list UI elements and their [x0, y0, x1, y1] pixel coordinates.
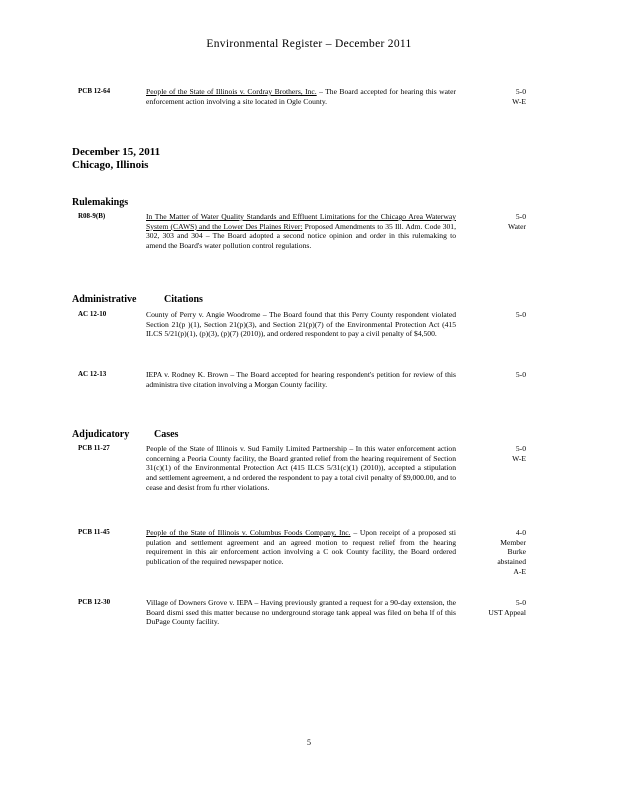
vote-result: 5-0 [515, 370, 526, 379]
case-summary: Proposed Amendments to 35 Ill. Adm. Code 301, 302, 303 and 304 – The Board adopted a second notice opinion and order in this rulemaking to amend the Board's water pollution control regulations. [146, 221, 456, 251]
docket-number: AC 12-13 [78, 370, 107, 378]
entry-description [146, 212, 456, 251]
entry-description [146, 444, 456, 493]
vote-result: 5-0 W-E [512, 444, 526, 463]
docket-number: R08-9(B) [78, 212, 106, 220]
vote-result: 5-0 Water [508, 212, 526, 231]
entry-description [146, 528, 456, 567]
meeting-date: December 15, 2011 [72, 146, 161, 158]
section-heading-administrative-citations: Administrative Citations [72, 294, 203, 305]
case-summary: Village of Downers Grove v. IEPA – Having previously granted a request for a 90-day extension, the Board dismi ssed this matter because no underground storage tank appeal was filed on beha lf of this DuPage County facility. [146, 598, 456, 627]
vote-result: 5-0 [515, 310, 526, 319]
docket-number: PCB 11-27 [78, 444, 110, 452]
vote-result: 5-0 W-E [512, 87, 526, 106]
vote-result: 5-0 UST Appeal [488, 598, 526, 617]
page-number: 5 [307, 738, 311, 747]
section-heading-adjudicatory-cases: Adjudicatory Cases [72, 429, 179, 440]
case-summary: – Upon receipt of a proposed sti pulation and settlement agreement and an agreed motion to request relief from the hearing requirement in this air enforcement action involving a C ook County facility, the Board ordered publication of the required newspaper notice. [146, 528, 456, 567]
case-summary: County of Perry v. Angie Woodrome – The Board found that this Perry County respondent violated Section 21(p )(1), Section 21(p)(3), and Section 21(p)(7) of the Environmental Protection Act (415 ILCS 5/21(p)(1), (p)(3), (p)(7) (2010)), and ordered respondent to pay a civil penalty of $4,500. [146, 310, 456, 339]
case-summary: IEPA v. Rodney K. Brown – The Board accepted for hearing respondent's petition for review of this administra tive citation involving a Morgan County facility. [146, 370, 456, 389]
docket-number: PCB 11-45 [78, 528, 110, 536]
docket-number: AC 12-10 [78, 310, 107, 318]
page-header: Environmental Register – December 2011 [206, 38, 412, 50]
vote-result: 4-0 Member Burke abstained A-E [497, 528, 526, 576]
docket-number: PCB 12-64 [78, 87, 111, 95]
meeting-date-heading [72, 146, 160, 172]
entry-description [146, 87, 456, 106]
entry-description [146, 310, 456, 339]
case-title: People of the State of Illinois v. Cordray Brothers, Inc. [146, 87, 317, 96]
entry-description [146, 598, 456, 627]
case-summary: – The Board accepted for hearing this water enforcement action involving a site located in Ogle County. [146, 87, 456, 106]
case-summary: People of the State of Illinois v. Sud Family Limited Partnership – In this water enforcement action concerning a Peoria County facility, the Board granted relief from the hearing requirement of Section 31(c)(1) of the Environmental Protection Act (415 ILCS 5/31(c)(1) (2010)), accepted a stipulation and settlement agreement, a nd ordered the respondent to pay a total civil penalty of $9,000.00, and to cease and desist from fu rther violations. [146, 444, 456, 492]
section-heading-rulemakings: Rulemakings [72, 197, 129, 208]
case-title: People of the State of Illinois v. Columbus Foods Company, Inc. [146, 528, 351, 537]
docket-number: PCB 12-30 [78, 598, 111, 606]
entry-description [146, 370, 456, 389]
meeting-location: Chicago, Illinois [72, 159, 149, 171]
case-title: In The Matter of Water Quality Standards and Effluent Limitations for the Chicago Area Waterway System (CAWS) and the Lower Des Plaines River: [146, 212, 456, 231]
